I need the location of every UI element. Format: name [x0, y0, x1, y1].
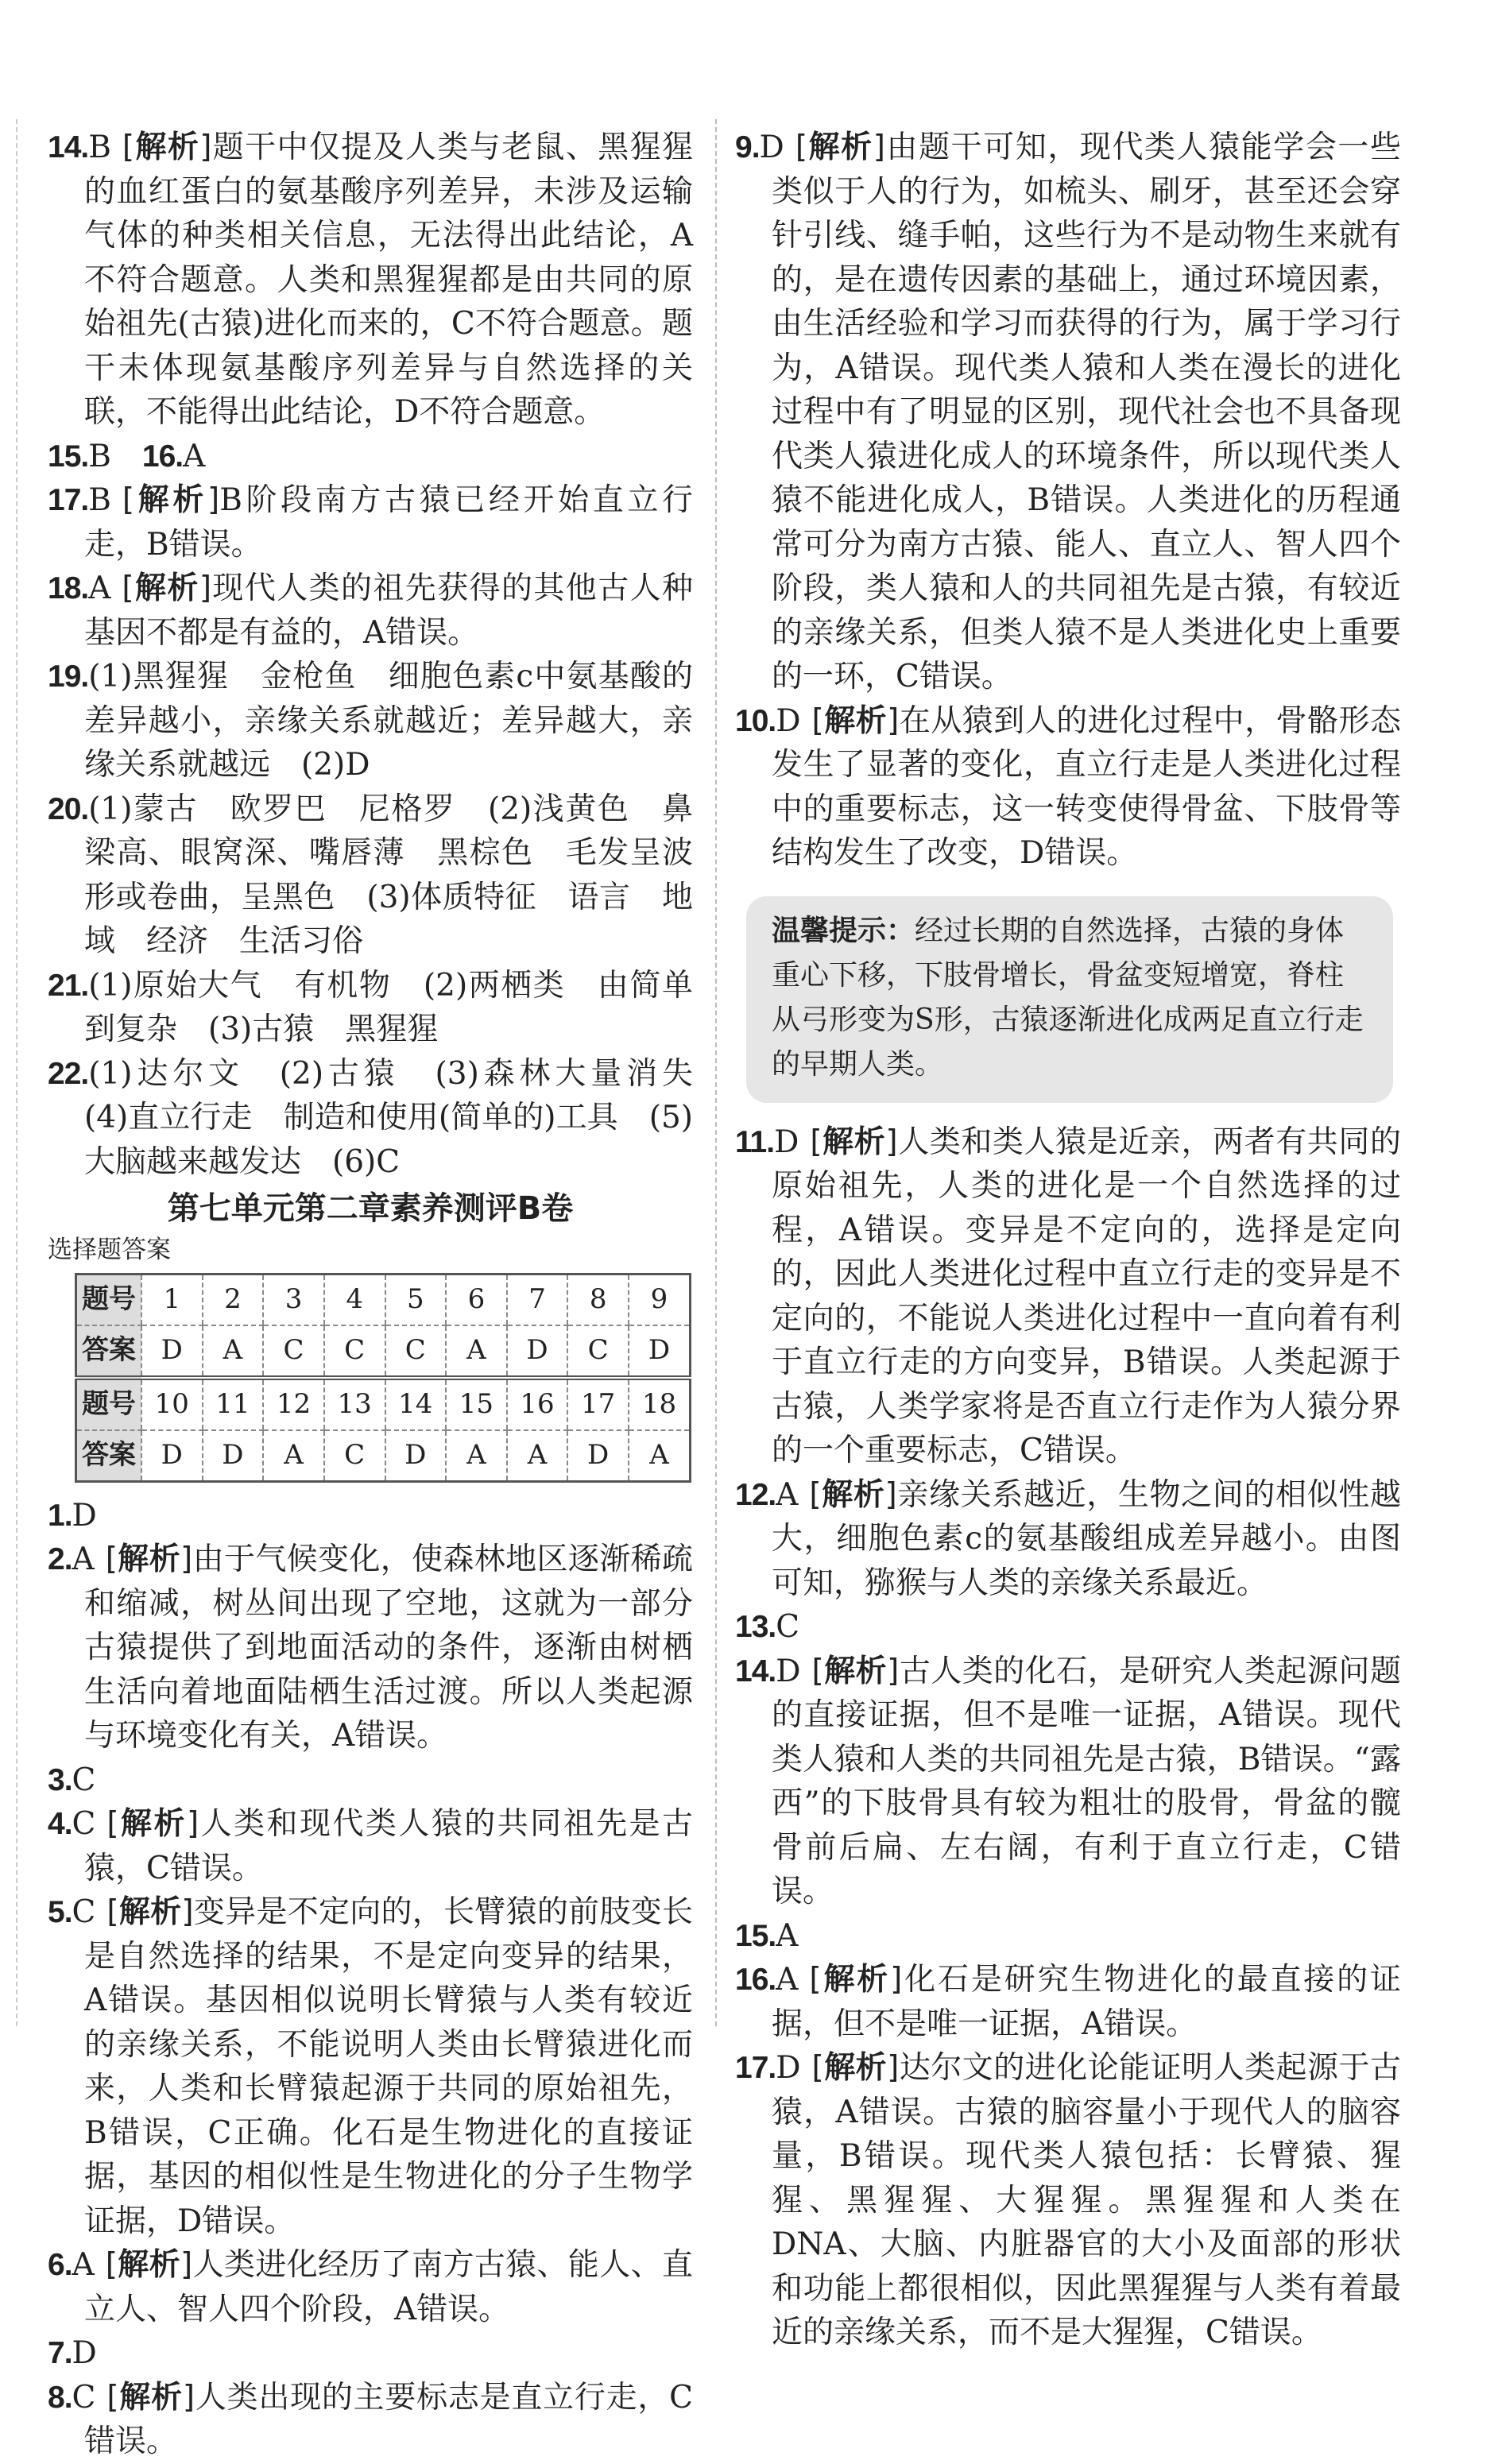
question-number: 18.: [48, 571, 89, 605]
table-cell: 12: [263, 1378, 324, 1430]
question-number: 4.: [48, 1807, 72, 1841]
question-number: 8.: [48, 2380, 72, 2415]
analysis-tag: [ 解析 ]: [122, 571, 211, 606]
analysis-tag: [ 解析 ]: [809, 1477, 896, 1513]
question-number: 16.: [141, 439, 184, 474]
table-cell: 4: [324, 1274, 385, 1325]
table-cell: 6: [446, 1274, 507, 1325]
section-title: 第七单元第二章素养测评B卷: [167, 1190, 574, 1227]
explanation-text: 化石是研究生物进化的最直接的证据，但不是唯一证据，A错误。: [772, 1962, 1401, 2042]
answer-item: [48, 1052, 725, 1185]
answer-letter: D: [774, 1124, 799, 1160]
table-cell: D: [141, 1325, 203, 1378]
tip-text: 经过长期的自然选择，古猿的身体重心下移，下肢骨增长，骨盆变短增宽，脊柱从弓形变为S形，古猿逐渐进化成两足直立行走的早期人类。: [772, 914, 1364, 1081]
table-cell: A: [446, 1430, 507, 1482]
analysis-tag: [ 解析 ]: [106, 1894, 193, 1930]
table-cell: 10: [141, 1378, 203, 1430]
analysis-tag: [ 解析 ]: [106, 1541, 193, 1577]
explanation-text: 达尔文的进化论能证明人类起源于古猿，A错误。古猿的脑容量小于现代人的脑容量，B错误。现代类人猿包括：长臂猿、猩猩、黑猩猩、大猩猩。黑猩猩和人类在DNA、大脑、内脏器官的大小及面部的形状和功能上都很相似，因此黑猩猩与人类有着最近的亲缘关系，而不是大猩猩，C错误。: [772, 2050, 1401, 2350]
answer-item: [48, 1494, 693, 1538]
answer-list: [48, 126, 725, 1184]
table-caption: 选择题答案: [48, 1235, 171, 1264]
table-cell: C: [263, 1325, 324, 1378]
analysis-tag: [ 解析 ]: [810, 1124, 897, 1160]
table-cell: A: [263, 1430, 324, 1482]
answer-letter: D: [759, 130, 784, 165]
row-header: 题号: [76, 1378, 142, 1430]
question-number: 10.: [735, 703, 776, 738]
analysis-tag: [ 解析 ]: [106, 1806, 199, 1842]
answer-list: [735, 1120, 1401, 2355]
table-cell: 14: [385, 1378, 447, 1430]
question-number: 15.: [48, 439, 89, 474]
table-cell: 11: [203, 1378, 264, 1430]
question-number: 19.: [48, 660, 89, 694]
question-number: 1.: [48, 1498, 72, 1533]
table-cell: 16: [507, 1378, 568, 1430]
answer-row: [76, 1325, 691, 1378]
answer-item: [48, 1758, 693, 1803]
answer-item: [48, 964, 693, 1052]
table-cell: 1: [141, 1274, 203, 1325]
answer-item: [48, 567, 693, 655]
explanation-text: 人类和类人猿是近亲，两者有共同的原始祖先，人类的进化是一个自然选择的过程，A错误。变异是不定向的，选择是定向的，因此人类进化过程中直立行走的变异是不定向的，不能说人类进化过程中一直向着有利于直立行走的方向变异，B错误。人类起源于古猿，人类学家将是否直立行走作为人猿分界的一个重要标志，C错误。: [772, 1124, 1401, 1468]
table-cell: D: [629, 1325, 691, 1378]
explanation-text: 人类和现代类人猿的共同祖先是古猿，C错误。: [84, 1806, 693, 1886]
answer-item: [48, 2376, 693, 2464]
answer-item: [735, 1473, 1401, 1606]
question-number: 5.: [48, 1895, 72, 1929]
analysis-tag: [ 解析 ]: [809, 1962, 902, 1998]
answer-letter: D: [776, 1653, 801, 1689]
answer-letter: A: [776, 1962, 799, 1998]
analysis-tag: [ 解析 ]: [812, 1654, 900, 1689]
answer-letter: B: [88, 130, 111, 165]
answer-letter: A: [72, 2247, 95, 2283]
answer-letter: A: [776, 1476, 799, 1513]
analysis-tag: [ 解析 ]: [812, 2050, 900, 2086]
table-cell: 8: [567, 1274, 629, 1325]
table-cell: A: [203, 1325, 264, 1378]
answer-letter: B: [88, 482, 111, 518]
answer-item: [48, 126, 693, 435]
answer-item: [48, 2331, 693, 2376]
table-cell: C: [324, 1430, 385, 1482]
analysis-tag: [ 解析 ]: [795, 130, 885, 165]
explanation-text: 人类出现的主要标志是直立行走，C错误。: [84, 2379, 693, 2459]
answer-letter: C: [72, 1762, 96, 1798]
table-cell: C: [324, 1325, 385, 1378]
explanation-text: 古人类的化石，是研究人类起源问题的直接证据，但不是唯一证据，A错误。现代类人猿和人类的共同祖先是古猿，B错误。“露西”的下肢骨具有较为粗壮的股骨，骨盆的髋骨前后扁、左右阔，有利于直立行走，C错误。: [772, 1653, 1401, 1909]
answer-letter: C: [72, 1894, 96, 1930]
question-number: 11.: [735, 1124, 775, 1159]
table-cell: D: [507, 1325, 568, 1378]
answer-item: [48, 1802, 693, 1890]
answer-item: [48, 1890, 693, 2243]
answer-letter: B: [88, 438, 111, 474]
explanation-text: B阶段南方古猿已经开始直立行走，B错误。: [84, 482, 693, 563]
answer-letter: D: [776, 2050, 801, 2086]
answer-letter: A: [183, 438, 206, 474]
answer-item: [735, 2046, 1401, 2355]
left-column: [48, 126, 725, 2464]
question-row: [76, 1378, 691, 1430]
answer-item: [735, 1605, 1401, 1650]
explanation-text: 由题干可知，现代类人猿能学会一些类似于人的行为，如梳头、刷牙，甚至还会穿针引线、缝手帕，这些行为不是动物生来就有的，是在遗传因素的基础上，通过环境因素，由生活经验和学习而获得的行为，属于学习行为，A错误。现代类人猿和人类在漫长的进化过程中有了明显的区别，现代社会也不具备现代类人猿进化成人的环境条件，所以现代类人猿不能进化成人，B错误。人类进化的历程通常可分为南方古猿、能人、直立人、智人四个阶段，类人猿和人的共同祖先是古猿，有较近的亲缘关系，但类人猿不是人类进化史上重要的一环，C错误。: [772, 130, 1401, 694]
explanation-text: 变异是不定向的，长臂猿的前肢变长是自然选择的结果，不是定向变异的结果，A错误。基因相似说明长臂猿与人类有较近的亲缘关系，不能说明人类由长臂猿进化而来，人类和长臂猿起源于共同的原始祖先，B错误，C正确。化石是生物进化的直接证据，基因的相似性是生物进化的分子生物学证据，D错误。: [84, 1894, 693, 2239]
explanation-text: (1)蒙古 欧罗巴 尼格罗 (2)浅黄色 鼻梁高、眼窝深、嘴唇薄 黑棕色 毛发呈波形或卷曲，呈黑色 (3)体质特征 语言 地域 经济 生活习俗: [84, 791, 693, 959]
row-header: 答案: [76, 1325, 142, 1378]
tip-label: 温馨提示：: [772, 914, 915, 947]
analysis-tag: [ 解析 ]: [122, 130, 212, 165]
answer-list: [48, 1494, 693, 2464]
answer-table: [75, 1273, 691, 1483]
table-cell: 17: [567, 1378, 629, 1430]
table-cell: 15: [446, 1378, 507, 1430]
question-number: 20.: [48, 791, 89, 826]
table-cell: D: [203, 1430, 264, 1482]
explanation-text: 题干中仅提及人类与老鼠、黑猩猩的血红蛋白的氨基酸序列差异，未涉及运输气体的种类相关信息，无法得出此结论，A不符合题意。人类和黑猩猩都是由共同的原始祖先(古猿)进化而来的，C不符合题意。题干未体现氨基酸序列差异与自然选择的关联，不能得出此结论，D不符合题意。: [84, 130, 693, 430]
answer-item: [735, 1914, 1401, 1959]
answer-list: [735, 126, 1401, 876]
explanation-text: 由于气候变化，使森林地区逐渐稀疏和缩减，树丛间出现了空地，这就为一部分古猿提供了到地面活动的条件，逐渐由树栖生活向着地面陆栖生活过渡。所以人类起源与环境变化有关，A错误。: [84, 1541, 693, 1754]
table-cell: D: [141, 1430, 203, 1482]
answer-item: [48, 435, 693, 479]
table-cell: C: [385, 1325, 447, 1378]
right-column: [735, 126, 1401, 2355]
question-number: 22.: [48, 1056, 89, 1091]
answer-item: [48, 787, 693, 964]
analysis-tag: [ 解析 ]: [122, 482, 219, 518]
question-number: 14.: [735, 1654, 776, 1688]
question-number: 15.: [735, 1918, 776, 1953]
answer-letter: C: [776, 1609, 800, 1645]
answer-item: [735, 1650, 1401, 1914]
question-number: 17.: [48, 483, 89, 517]
analysis-tag: [ 解析 ]: [106, 2380, 195, 2416]
table-cell: 5: [385, 1274, 447, 1325]
explanation-text: (1)达尔文 (2)古猿 (3)森林大量消失 (4)直立行走 制造和使用(简单的)工具 (5)大脑越来越发达 (6)C: [84, 1055, 725, 1180]
answer-item: [48, 655, 693, 787]
question-number: 13.: [735, 1610, 776, 1644]
answer-letter: C: [72, 1806, 96, 1842]
question-number: 16.: [735, 1963, 776, 1997]
analysis-tag: [ 解析 ]: [106, 2247, 193, 2283]
question-number: 21.: [48, 968, 89, 1003]
analysis-tag: [ 解析 ]: [812, 703, 900, 739]
table-cell: 2: [203, 1274, 264, 1325]
question-number: 2.: [48, 1542, 72, 1576]
table-cell: 18: [629, 1378, 691, 1430]
table-cell: 13: [324, 1378, 385, 1430]
answer-letter: D: [776, 702, 801, 739]
table-cell: 7: [507, 1274, 568, 1325]
row-header: 题号: [76, 1274, 142, 1325]
explanation-text: 在从猿到人的进化过程中，骨骼形态发生了显著的变化，直立行走是人类进化过程中的重要标志，这一转变使得骨盆、下肢骨等结构发生了改变，D错误。: [772, 702, 1401, 871]
page-edge-divider: [16, 119, 17, 2026]
answer-letter: D: [72, 1497, 97, 1534]
answer-item: [48, 1538, 693, 1758]
table-cell: C: [567, 1325, 629, 1378]
table-cell: 3: [263, 1274, 324, 1325]
question-number: 17.: [735, 2051, 776, 2085]
answer-item: [735, 699, 1401, 876]
answer-letter: D: [72, 2335, 97, 2371]
answer-letter: A: [776, 1917, 799, 1954]
table-cell: 9: [629, 1274, 691, 1325]
answer-letter: A: [72, 1541, 95, 1577]
table-cell: A: [507, 1430, 568, 1482]
explanation-text: 现代人类的祖先获得的其他古人种基因不都是有益的，A错误。: [84, 571, 693, 651]
table-cell: A: [629, 1430, 691, 1482]
question-number: 9.: [735, 130, 760, 164]
answer-letter: C: [72, 2379, 96, 2416]
question-number: 7.: [48, 2336, 72, 2370]
answer-row: [76, 1430, 691, 1482]
answer-item: [48, 478, 693, 567]
question-number: 12.: [735, 1477, 776, 1512]
question-number: 14.: [48, 130, 89, 164]
explanation-text: (1)黑猩猩 金枪鱼 细胞色素c中氨基酸的差异越小，亲缘关系就越近；差异越大，亲缘关系就越远 (2)D: [84, 659, 693, 783]
answer-item: [735, 126, 1401, 699]
table-cell: A: [446, 1325, 507, 1378]
answer-item: [735, 1958, 1401, 2046]
row-header: 答案: [76, 1430, 142, 1482]
answer-item: [48, 2243, 693, 2331]
explanation-text: 亲缘关系越近，生物之间的相似性越大，细胞色素c的氨基酸组成差异越小。由图可知，猕猴与人类的亲缘关系最近。: [772, 1476, 1401, 1601]
explanation-text: (1)原始大气 有机物 (2)两栖类 由简单到复杂 (3)古猿 黑猩猩: [84, 967, 693, 1047]
table-cell: D: [567, 1430, 629, 1482]
answer-item: [735, 1120, 1401, 1473]
table-cell: D: [385, 1430, 447, 1482]
tip-box: [746, 896, 1393, 1103]
question-row: [76, 1274, 691, 1325]
question-number: 6.: [48, 2248, 72, 2282]
explanation-text: 人类进化经历了南方古猿、能人、直立人、智人四个阶段，A错误。: [84, 2247, 693, 2327]
answer-letter: A: [88, 571, 111, 606]
question-number: 3.: [48, 1762, 72, 1797]
